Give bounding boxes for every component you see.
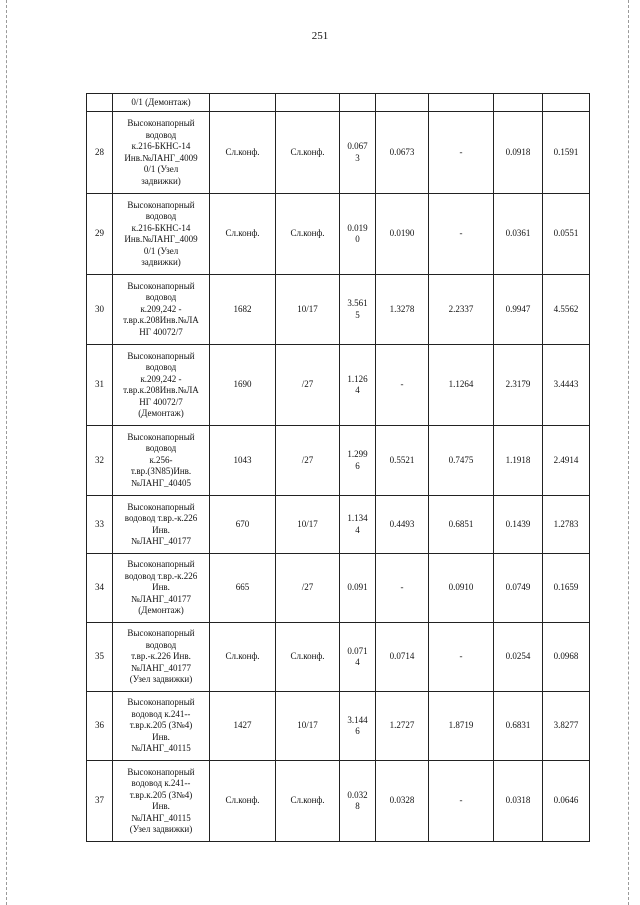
cell-value-2: - [429, 112, 494, 194]
cell-number: 30 [87, 275, 113, 345]
table-row [87, 692, 590, 761]
cell-pipeline-name: Высоконапорный водовод к.209,242 - т.вр.к.208Инв.№ЛА НГ 40072/7 [113, 275, 210, 345]
cell-length: 1427 [210, 692, 276, 761]
cell-value-1: 0.0714 [376, 623, 429, 692]
cell-value-2: 0.6851 [429, 496, 494, 554]
table-body [87, 94, 590, 842]
cell-total-a: 3.144 6 [340, 692, 376, 761]
cell-value-2: 0.7475 [429, 426, 494, 496]
cell-total-a: 0.019 0 [340, 194, 376, 275]
cell-value-2 [429, 94, 494, 112]
cell-length: Сл.конф. [210, 761, 276, 842]
cell-value-2: 0.0910 [429, 554, 494, 623]
cell-value-3: 0.6831 [494, 692, 543, 761]
cell-value-2: 1.8719 [429, 692, 494, 761]
cell-total-a: 0.071 4 [340, 623, 376, 692]
cell-pipeline-name: Высоконапорный водовод к.256- т.вр.(ЗN85)Инв. №ЛАНГ_40405 [113, 426, 210, 496]
cell-number: 33 [87, 496, 113, 554]
cell-diameter: /27 [276, 554, 340, 623]
cell-pipeline-name: Высоконапорный водовод к.209,242 - т.вр.к.208Инв.№ЛА НГ 40072/7 (Демонтаж) [113, 345, 210, 426]
cell-pipeline-name: Высоконапорный водовод к.216-БКНС-14 Инв.№ЛАНГ_4009 0/1 (Узел задвижки) [113, 112, 210, 194]
cell-value-total: 1.2783 [543, 496, 590, 554]
cell-length: Сл.конф. [210, 194, 276, 275]
cell-number: 35 [87, 623, 113, 692]
cell-number: 28 [87, 112, 113, 194]
cell-value-total: 0.1659 [543, 554, 590, 623]
cell-diameter [276, 94, 340, 112]
table-row [87, 112, 590, 194]
cell-value-1: 0.0190 [376, 194, 429, 275]
cell-total-a: 3.561 5 [340, 275, 376, 345]
cell-value-total: 0.1591 [543, 112, 590, 194]
cell-number: 34 [87, 554, 113, 623]
cell-total-a [340, 94, 376, 112]
cell-length [210, 94, 276, 112]
cell-pipeline-name: Высоконапорный водовод к.241-- т.вр.к.205 (З№4) Инв. №ЛАНГ_40115 [113, 692, 210, 761]
cell-length: Сл.конф. [210, 112, 276, 194]
cell-length: 665 [210, 554, 276, 623]
left-scan-edge [6, 0, 7, 905]
cell-value-3: 0.0918 [494, 112, 543, 194]
cell-value-2: - [429, 194, 494, 275]
cell-value-total [543, 94, 590, 112]
cell-value-3: 0.0361 [494, 194, 543, 275]
table-row [87, 761, 590, 842]
cell-diameter: Сл.конф. [276, 194, 340, 275]
cell-diameter: Сл.конф. [276, 761, 340, 842]
cell-value-1: - [376, 345, 429, 426]
cell-pipeline-name: Высоконапорный водовод т.вр.-к.226 Инв. №ЛАНГ_40177 (Демонтаж) [113, 554, 210, 623]
cell-total-a: 1.126 4 [340, 345, 376, 426]
cell-value-total: 4.5562 [543, 275, 590, 345]
cell-pipeline-name: Высоконапорный водовод т.вр.-к.226 Инв. №ЛАНГ_40177 (Узел задвижки) [113, 623, 210, 692]
cell-diameter: 10/17 [276, 275, 340, 345]
table-row [87, 554, 590, 623]
cell-number [87, 94, 113, 112]
cell-total-a: 1.299 6 [340, 426, 376, 496]
cell-number: 37 [87, 761, 113, 842]
cell-value-2: 1.1264 [429, 345, 494, 426]
cell-number: 32 [87, 426, 113, 496]
cell-value-1: - [376, 554, 429, 623]
cell-value-3: 1.1918 [494, 426, 543, 496]
cell-value-total: 3.8277 [543, 692, 590, 761]
table-row [87, 275, 590, 345]
cell-value-1: 1.2727 [376, 692, 429, 761]
cell-value-2: 2.2337 [429, 275, 494, 345]
cell-value-1: 0.5521 [376, 426, 429, 496]
cell-length: 1690 [210, 345, 276, 426]
cell-length: 1682 [210, 275, 276, 345]
cell-number: 29 [87, 194, 113, 275]
table-row [87, 345, 590, 426]
cell-total-a: 0.032 8 [340, 761, 376, 842]
cell-value-3: 0.0318 [494, 761, 543, 842]
cell-value-total: 0.0551 [543, 194, 590, 275]
cell-diameter: /27 [276, 345, 340, 426]
cell-value-3: 0.0749 [494, 554, 543, 623]
cell-value-1: 0.0328 [376, 761, 429, 842]
table-row [87, 94, 590, 112]
pipeline-table [86, 93, 590, 842]
cell-value-1: 0.4493 [376, 496, 429, 554]
cell-length: 670 [210, 496, 276, 554]
cell-total-a: 0.067 3 [340, 112, 376, 194]
cell-value-total: 3.4443 [543, 345, 590, 426]
cell-length: Сл.конф. [210, 623, 276, 692]
cell-value-3: 0.0254 [494, 623, 543, 692]
cell-value-total: 2.4914 [543, 426, 590, 496]
cell-diameter: 10/17 [276, 692, 340, 761]
cell-value-3: 2.3179 [494, 345, 543, 426]
cell-total-a: 1.134 4 [340, 496, 376, 554]
cell-value-3: 0.9947 [494, 275, 543, 345]
cell-diameter: 10/17 [276, 496, 340, 554]
table-row [87, 426, 590, 496]
cell-value-total: 0.0968 [543, 623, 590, 692]
cell-total-a: 0.091 [340, 554, 376, 623]
cell-pipeline-name: 0/1 (Демонтаж) [113, 94, 210, 112]
cell-diameter: Сл.конф. [276, 623, 340, 692]
cell-pipeline-name: Высоконапорный водовод т.вр.-к.226 Инв. №ЛАНГ_40177 [113, 496, 210, 554]
table-row [87, 623, 590, 692]
right-scan-edge [628, 0, 629, 905]
cell-value-3: 0.1439 [494, 496, 543, 554]
cell-value-1 [376, 94, 429, 112]
cell-diameter: Сл.конф. [276, 112, 340, 194]
cell-pipeline-name: Высоконапорный водовод к.241-- т.вр.к.205 (З№4) Инв. №ЛАНГ_40115 (Узел задвижки) [113, 761, 210, 842]
cell-value-2: - [429, 761, 494, 842]
cell-value-3 [494, 94, 543, 112]
table-row [87, 194, 590, 275]
cell-number: 36 [87, 692, 113, 761]
cell-value-total: 0.0646 [543, 761, 590, 842]
page-number: 251 [311, 30, 329, 42]
cell-diameter: /27 [276, 426, 340, 496]
cell-value-1: 0.0673 [376, 112, 429, 194]
cell-pipeline-name: Высоконапорный водовод к.216-БКНС-14 Инв.№ЛАНГ_4009 0/1 (Узел задвижки) [113, 194, 210, 275]
table-row [87, 496, 590, 554]
cell-value-1: 1.3278 [376, 275, 429, 345]
cell-number: 31 [87, 345, 113, 426]
cell-value-2: - [429, 623, 494, 692]
cell-length: 1043 [210, 426, 276, 496]
